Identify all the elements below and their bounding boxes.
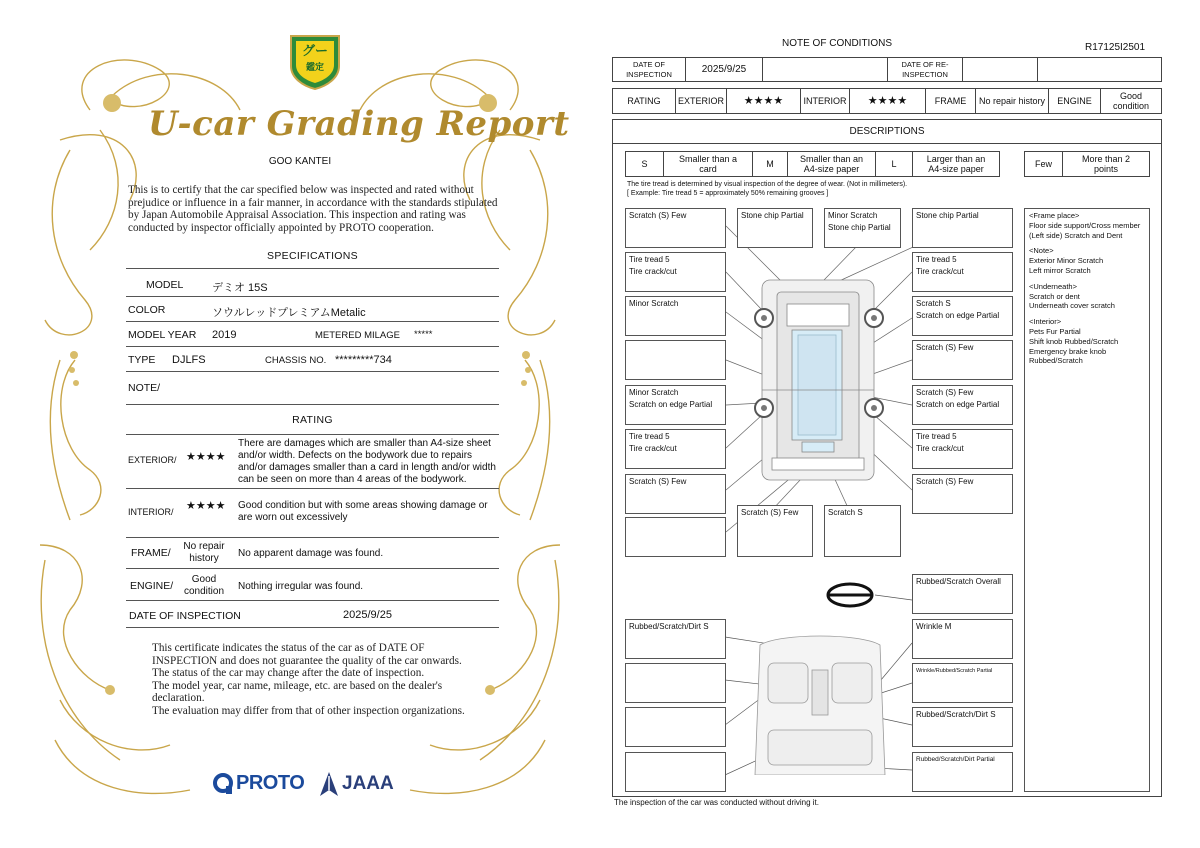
footer-line: The model year, car name, mileage, etc. are based on the dealer's bbox=[152, 679, 443, 692]
frame-label: FRAME bbox=[925, 88, 976, 114]
divider bbox=[126, 296, 499, 297]
notes-line: <Underneath> bbox=[1029, 281, 1077, 291]
divider bbox=[126, 268, 499, 269]
damage-text: Minor Scratch Scratch on edge Partial bbox=[629, 388, 713, 409]
damage-box bbox=[625, 296, 726, 336]
damage-text: Scratch (S) Few bbox=[916, 477, 974, 486]
model-label: MODEL bbox=[146, 279, 184, 291]
notes-line: Floor side support/Cross member (Left side) Scratch and Dent bbox=[1029, 220, 1141, 240]
date-inspection-label: DATE OF INSPECTION bbox=[612, 57, 686, 82]
damage-box bbox=[625, 707, 726, 747]
interior-label: INTERIOR bbox=[800, 88, 850, 114]
model-year-value: 2019 bbox=[212, 329, 237, 341]
report-title: U-car Grading Report bbox=[148, 104, 570, 144]
cert-line: by Japan Automobile Appraisal Association. This inspection and rating was bbox=[128, 209, 466, 222]
color-label: COLOR bbox=[128, 304, 166, 316]
exterior-stars: ★★★★ bbox=[186, 451, 226, 463]
engine-value: Good condition bbox=[1100, 88, 1162, 114]
proto-logo-icon bbox=[212, 772, 234, 796]
damage-text: Minor Scratch Stone chip Partial bbox=[828, 211, 891, 232]
specifications-heading: SPECIFICATIONS bbox=[267, 250, 358, 262]
damage-text: Tire tread 5 Tire crack/cut bbox=[916, 255, 964, 276]
footer-line: This certificate indicates the status of the car as of DATE OF bbox=[152, 642, 425, 654]
divider bbox=[612, 143, 1162, 144]
damage-box bbox=[824, 505, 901, 557]
tire-note: The tire tread is determined by visual inspection of the degree of wear. (Not in millimeters). bbox=[627, 181, 908, 188]
damage-box bbox=[912, 429, 1013, 469]
footer-line: declaration. bbox=[152, 692, 205, 705]
blank-cell bbox=[1037, 57, 1162, 82]
divider bbox=[126, 371, 499, 372]
frame-description: No apparent damage was found. bbox=[238, 548, 384, 559]
legend-desc-l: Larger than an A4-size paper bbox=[912, 151, 1000, 177]
notes-line: Emergency brake knob Rubbed/Scratch bbox=[1029, 346, 1107, 366]
inspection-footer: The inspection of the car was conducted without driving it. bbox=[614, 798, 819, 807]
engine-label: ENGINE bbox=[1048, 88, 1101, 114]
exterior-stars: ★★★★ bbox=[726, 88, 801, 114]
damage-text: Stone chip Partial bbox=[916, 211, 979, 220]
damage-text: Tire tread 5 Tire crack/cut bbox=[629, 432, 677, 453]
type-value: DJLFS bbox=[172, 354, 206, 366]
model-value: デミオ 15S bbox=[212, 282, 268, 294]
footer-line: INSPECTION and does not guarantee the quality of the car onwards. bbox=[152, 654, 462, 667]
damage-text: Scratch (S) Few bbox=[741, 508, 799, 517]
damage-text: Scratch (S) Few bbox=[916, 343, 974, 352]
notes-line: <Note> bbox=[1029, 246, 1054, 256]
interior-label: INTERIOR/ bbox=[128, 507, 174, 517]
footer-line: The evaluation may differ from that of other inspection organizations. bbox=[152, 704, 465, 717]
damage-text: Minor Scratch bbox=[629, 299, 679, 308]
damage-text: Scratch (S) Few bbox=[629, 477, 687, 486]
jaaa-logo-icon bbox=[318, 770, 340, 798]
divider bbox=[126, 568, 499, 569]
interior-stars: ★★★★ bbox=[186, 500, 226, 512]
divider bbox=[126, 627, 499, 628]
note-label: NOTE/ bbox=[128, 382, 161, 394]
cert-line: This is to certify that the car specified below was inspected and rated without bbox=[128, 184, 474, 196]
damage-box bbox=[737, 505, 813, 557]
reference-number: R17125I2501 bbox=[1085, 42, 1146, 53]
divider bbox=[126, 488, 499, 489]
blank-cell bbox=[762, 57, 888, 82]
damage-text: Scratch S bbox=[828, 508, 863, 517]
damage-box bbox=[912, 296, 1013, 336]
damage-box bbox=[625, 385, 726, 425]
legend-key-s: S bbox=[625, 151, 664, 177]
tire-note-example: [ Example: Tire tread 5 = approximately 50% remaining grooves ] bbox=[627, 190, 829, 197]
damage-box bbox=[912, 340, 1013, 380]
engine-label: ENGINE/ bbox=[130, 580, 174, 592]
damage-text: Wrinkle M bbox=[916, 622, 952, 631]
damage-text: Scratch (S) Few bbox=[629, 211, 687, 220]
damage-box bbox=[912, 252, 1013, 292]
damage-box bbox=[912, 619, 1013, 659]
badge-mark: グー bbox=[301, 43, 328, 58]
damage-box bbox=[625, 619, 726, 659]
chassis-label: CHASSIS NO. bbox=[265, 355, 327, 366]
date-label: DATE OF INSPECTION bbox=[129, 610, 241, 622]
notes-line: Underneath cover scratch bbox=[1029, 301, 1115, 311]
divider bbox=[126, 321, 499, 322]
legend-desc-few: More than 2 points bbox=[1062, 151, 1150, 177]
damage-box bbox=[912, 663, 1013, 703]
notes-line: Exterior Minor Scratch bbox=[1029, 256, 1104, 266]
cert-line: conducted by inspector officially appointed by PROTO cooperation. bbox=[128, 221, 434, 234]
conditions-title: NOTE OF CONDITIONS bbox=[782, 38, 892, 49]
damage-text: Stone chip Partial bbox=[741, 211, 804, 220]
notes-line: Pets Fur Partial bbox=[1029, 326, 1081, 336]
cert-line: prejudice or influence in a fair manner, in accordance with the standards stipulated bbox=[128, 196, 498, 209]
descriptions-heading: DESCRIPTIONS bbox=[849, 126, 925, 137]
damage-box bbox=[912, 752, 1013, 792]
interior-description: Good condition but with some areas showing damage or are worn out excessively bbox=[238, 500, 488, 523]
damage-text: Rubbed/Scratch Overall bbox=[916, 577, 1001, 586]
damage-box bbox=[625, 208, 726, 248]
damage-box bbox=[912, 707, 1013, 747]
date-inspection-value: 2025/9/25 bbox=[685, 57, 763, 82]
damage-text: Tire tread 5 Tire crack/cut bbox=[629, 255, 677, 276]
notes-panel bbox=[1024, 208, 1150, 792]
damage-text: Scratch S Scratch on edge Partial bbox=[916, 299, 1000, 320]
divider bbox=[126, 404, 499, 405]
damage-text: Rubbed/Scratch/Dirt Partial bbox=[916, 756, 995, 763]
damage-box bbox=[912, 385, 1013, 425]
footer-line: The status of the car may change after the date of inspection. bbox=[152, 667, 425, 680]
damage-box bbox=[625, 340, 726, 380]
proto-logo: PROTO bbox=[236, 772, 305, 794]
damage-box bbox=[912, 474, 1013, 514]
legend-key-l: L bbox=[875, 151, 913, 177]
damage-text: Wrinkle/Rubbed/Scratch Partial bbox=[916, 668, 993, 674]
date-reinspection-label: DATE OF RE-INSPECTION bbox=[887, 57, 963, 82]
report-subtitle: GOO KANTEI bbox=[268, 156, 332, 167]
divider bbox=[126, 346, 499, 347]
certification-text bbox=[128, 184, 508, 234]
date-value: 2025/9/25 bbox=[343, 609, 392, 621]
legend-key-few: Few bbox=[1024, 151, 1063, 177]
notes-line: <Interior> bbox=[1029, 317, 1062, 327]
rating-heading: RATING bbox=[292, 414, 333, 426]
notes-line: Scratch or dent bbox=[1029, 291, 1080, 301]
exterior-label: EXTERIOR/ bbox=[128, 455, 177, 465]
frame-value: No repair history bbox=[183, 541, 225, 564]
engine-value: Good condition bbox=[183, 574, 225, 597]
chassis-value: *********734 bbox=[335, 354, 392, 366]
divider bbox=[126, 537, 499, 538]
damage-box bbox=[625, 752, 726, 792]
damage-box bbox=[625, 663, 726, 703]
damage-box bbox=[737, 208, 813, 248]
damage-text: Tire tread 5 Tire crack/cut bbox=[916, 432, 964, 453]
exterior-label: EXTERIOR bbox=[675, 88, 727, 114]
metered-value: ***** bbox=[414, 329, 433, 340]
frame-label: FRAME/ bbox=[131, 547, 171, 559]
damage-text: Rubbed/Scratch/Dirt S bbox=[916, 710, 996, 719]
footer-disclaimer bbox=[152, 642, 492, 718]
frame-value: No repair history bbox=[975, 88, 1049, 114]
damage-box bbox=[824, 208, 901, 248]
date-reinspection-value bbox=[962, 57, 1038, 82]
damage-box bbox=[912, 574, 1013, 614]
divider bbox=[126, 434, 499, 435]
divider bbox=[126, 600, 499, 601]
legend-desc-m: Smaller than an A4-size paper bbox=[787, 151, 876, 177]
damage-box bbox=[625, 517, 726, 557]
damage-box bbox=[912, 208, 1013, 248]
notes-line: <Frame place> bbox=[1029, 211, 1080, 220]
interior-diagram bbox=[720, 575, 920, 775]
jaaa-logo: JAAA bbox=[342, 773, 394, 794]
badge-label: 鑑定 bbox=[305, 62, 324, 72]
metered-label: METERED MILAGE bbox=[315, 330, 400, 341]
legend-key-m: M bbox=[752, 151, 788, 177]
interior-stars: ★★★★ bbox=[849, 88, 926, 114]
color-value: ソウルレッドプレミアムMetalic bbox=[212, 307, 366, 319]
rating-label: RATING bbox=[612, 88, 676, 114]
damage-text: Rubbed/Scratch/Dirt S bbox=[629, 622, 709, 631]
damage-box bbox=[625, 252, 726, 292]
notes-line: Shift knob Rubbed/Scratch bbox=[1029, 336, 1119, 346]
notes-line: Left mirror Scratch bbox=[1029, 265, 1091, 275]
legend-desc-s: Smaller than a card bbox=[663, 151, 753, 177]
damage-box bbox=[625, 474, 726, 514]
engine-description: Nothing irregular was found. bbox=[238, 581, 364, 592]
damage-box bbox=[625, 429, 726, 469]
damage-text: Scratch (S) Few Scratch on edge Partial bbox=[916, 388, 1000, 409]
model-year-label: MODEL YEAR bbox=[128, 329, 197, 341]
type-label: TYPE bbox=[128, 354, 156, 366]
exterior-description: There are damages which are smaller than A4-size sheet and/or width. Defects on the bodywork due to repairs and/or damages smaller than a card in length and/or width can be seen on more than 4 areas of the bodywork. bbox=[238, 438, 496, 485]
